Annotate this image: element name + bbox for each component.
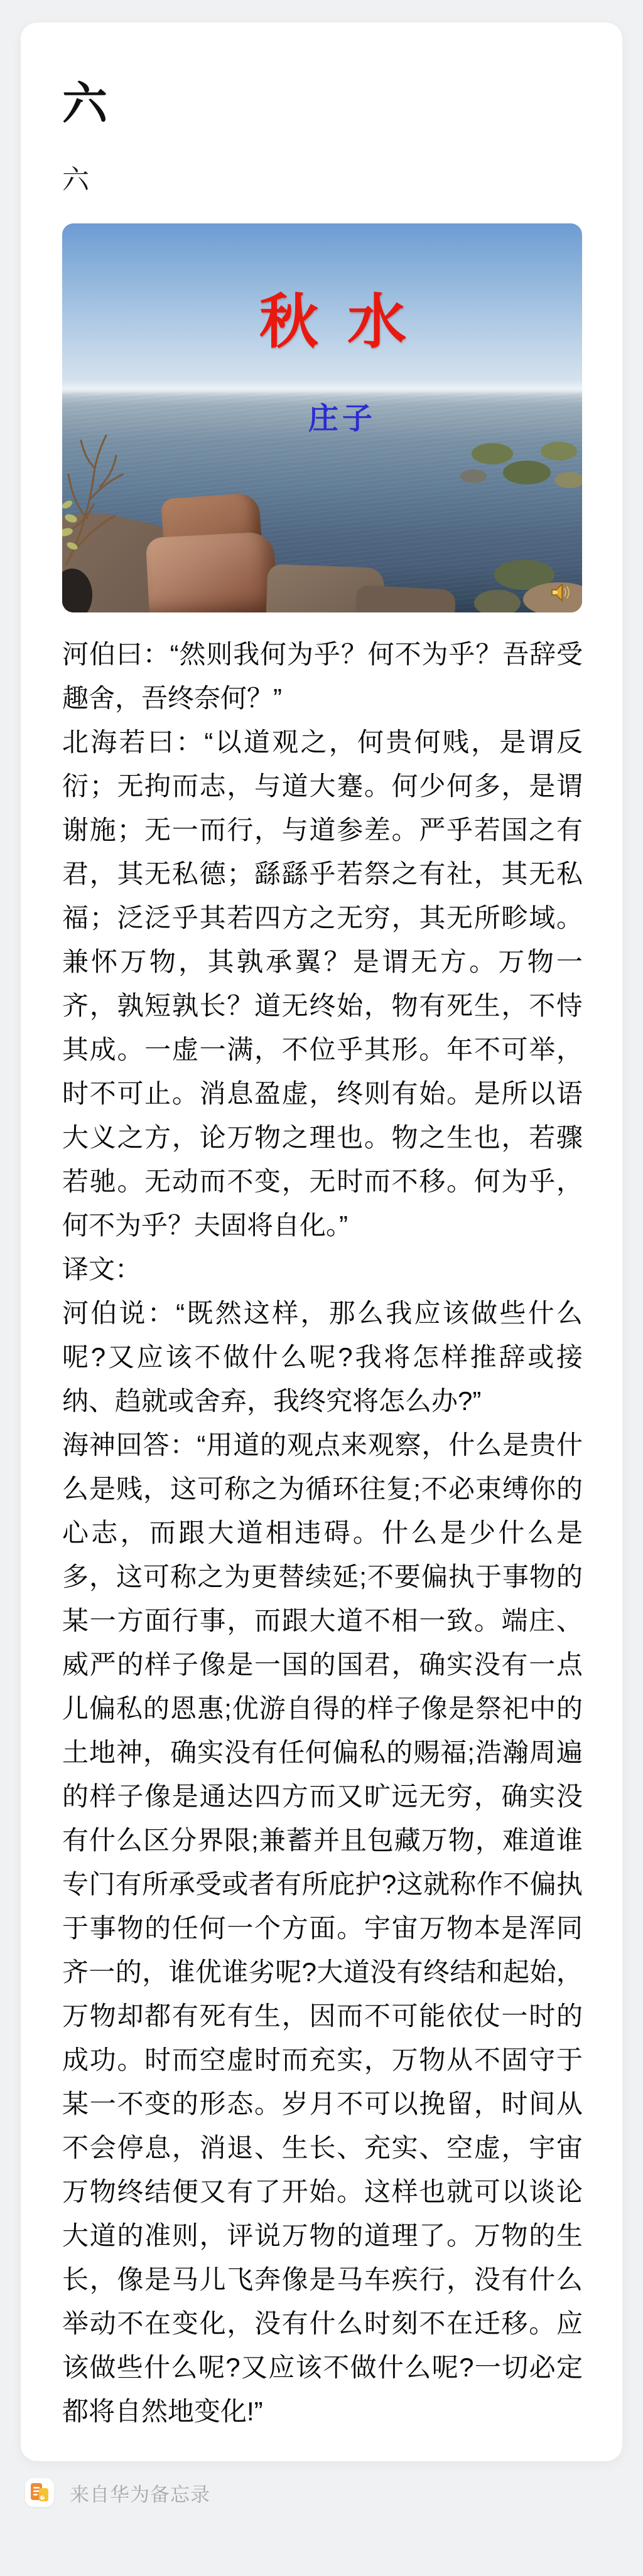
mossy-stone [554, 472, 582, 488]
mossy-stone [460, 469, 487, 483]
body-paragraph: 海神回答：“用道的观点来观察，什么是贵什么是贱，这可称之为循环往复;不必束缚你的心志，而跟大道相违碍。什么是少什么是多，这可称之为更替续延;不要偏执于事物的某一方面行事，而跟大道不相一致。端庄、威严的样子像是一国的国君，确实没有一点儿偏私的恩惠;优游自得的样子像是祭祀中的土地神，确实没有任何偏私的赐福;浩瀚周遍的样子像是通达四方而又旷远无穷，确实没有什么区分界限;兼蓄并且包藏万物，难道谁专门有所承受或者有所庇护?这就称作不偏执于事物的任何一个方面。宇宙万物本是浑同齐一的，谁优谁劣呢?大道没有终结和起始，万物却都有死有生，因而不可能依仗一时的成功。时而空虚时而充实，万物从不固守于某一不变的形态。岁月不可以挽留，时间从不会停息，消退、生长、充实、空虚，宇宙万物终结便又有了开始。这样也就可以谈论大道的准则，评说万物的道理了。万物的生长，像是马儿飞奔像是马车疾行，没有什么举动不在变化，没有什么时刻不在迁移。应该做些什么呢?又应该不做什么呢?一切必定都将自然地变化!” [62, 1430, 583, 2426]
body-paragraph: 北海若曰：“以道观之，何贵何贱，是谓反衍；无拘而志，与道大蹇。何少何多，是谓谢施；无一而行，与道参差。严乎若国之有君，其无私德；繇繇乎若祭之有社，其无私福；泛泛乎其若四方之无穷，其无所畛域。兼怀万物，其孰承翼？是谓无方。万物一齐，孰短孰长？道无终始，物有死生，不恃其成。一虚一满，不位乎其形。年不可举，时不可止。消息盈虚，终则有始。是所以语大义之方，论万物之理也。物之生也，若骤若驰。无动而不变，无时而不移。何为乎，何不为乎？夫固将自化。” [62, 727, 583, 1240]
note-title: 六 [62, 79, 108, 129]
source-label: 来自华为备忘录 [70, 2483, 210, 2506]
mossy-stone [541, 442, 577, 461]
note-photo-attachment[interactable] [62, 223, 582, 612]
mossy-stone [474, 590, 521, 612]
mossy-stone [472, 443, 513, 464]
share-screenshot-page [0, 23, 643, 2576]
body-paragraph: 译文： [62, 1254, 142, 1284]
body-paragraph: 河伯说：“既然这样，那么我应该做些什么呢?又应该不做什么呢?我将怎样推辞或接纳、趋就或舍弃，我终究将怎么办?” [62, 1298, 583, 1416]
photo-author-text: 庄子 [308, 402, 377, 436]
footer-source [25, 2477, 643, 2508]
mossy-stone [503, 461, 551, 484]
note-subtitle: 六 [62, 165, 89, 195]
shore-rock [355, 585, 457, 612]
dry-branches [62, 430, 181, 575]
note-card [21, 23, 622, 2461]
photo-title-text: 秋 水 [259, 289, 408, 355]
speaker-icon [549, 581, 572, 604]
note-body [62, 633, 583, 2434]
body-paragraph: 河伯曰：“然则我何为乎？何不为乎？吾辞受趣舍，吾终奈何？” [62, 639, 583, 713]
huawei-notes-app-icon [25, 2478, 54, 2507]
